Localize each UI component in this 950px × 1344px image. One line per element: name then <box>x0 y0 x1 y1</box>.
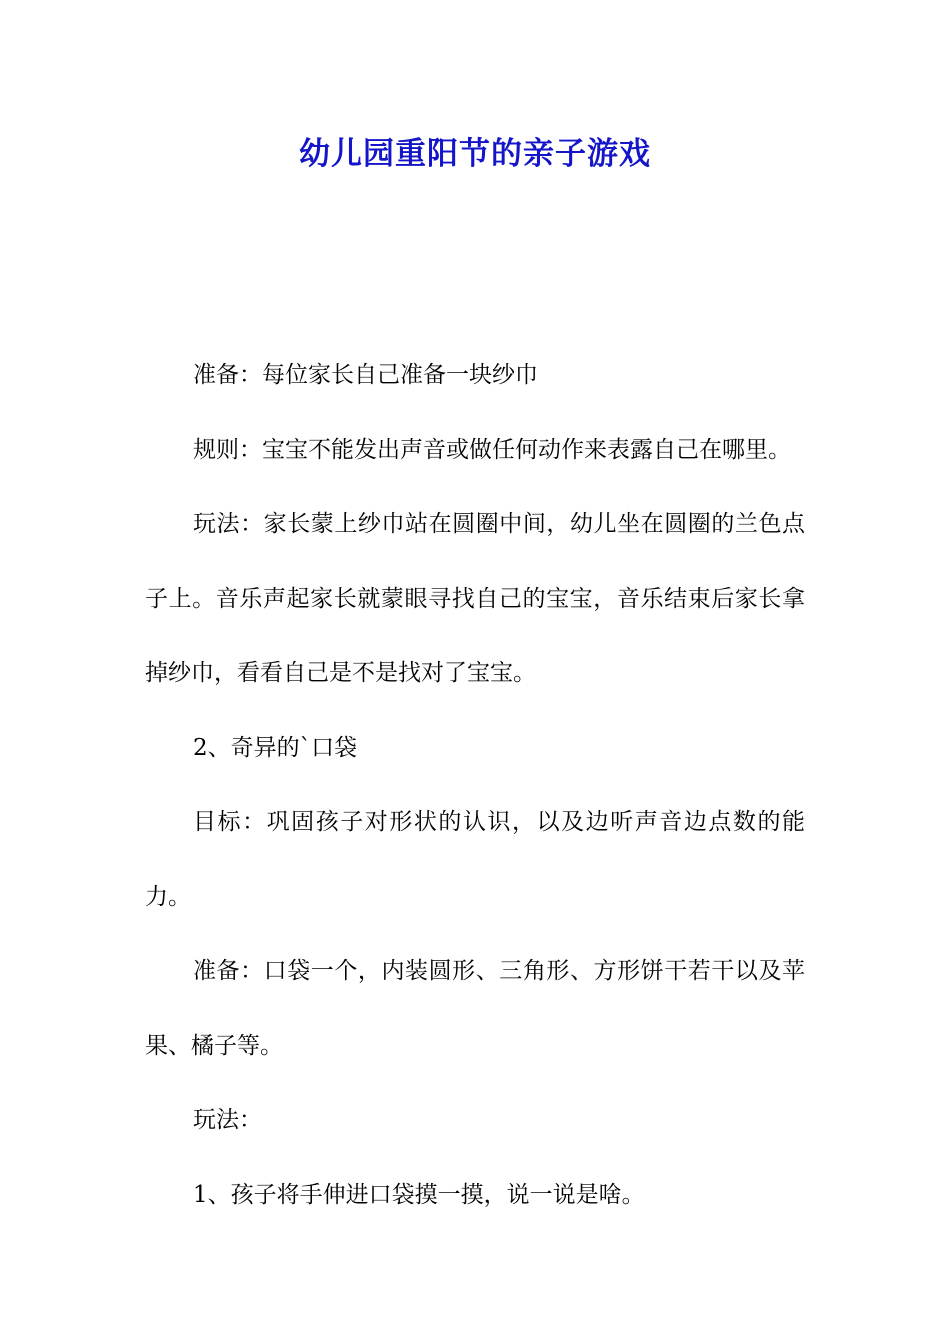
paragraph-preparation-2: 准备：口袋一个，内装圆形、三角形、方形饼干若干以及苹果、橘子等。 <box>145 958 805 1059</box>
paragraph-preparation-1: 准备：每位家长自己准备一块纱巾 <box>193 362 538 388</box>
paragraph-step-1: 1、孩子将手伸进口袋摸一摸，说一说是啥。 <box>193 1181 645 1208</box>
paragraph-gameplay-2: 玩法： <box>193 1107 262 1133</box>
paragraph-goal: 目标：巩固孩子对形状的认识，以及边听声音边点数的能力。 <box>145 809 805 910</box>
document-body <box>145 338 805 1232</box>
paragraph-section-heading: 2、奇异的`口袋 <box>193 734 358 761</box>
paragraph-rules: 规则：宝宝不能发出声音或做任何动作来表露自己在哪里。 <box>193 436 791 463</box>
document-title: 幼儿园重阳节的亲子游戏 <box>299 136 651 172</box>
paragraph-gameplay-1: 玩法：家长蒙上纱巾站在圆圈中间，幼儿坐在圆圈的兰色点子上。音乐声起家长就蒙眼寻找自己的宝宝，音乐结束后家长拿掉纱巾，看看自己是不是找对了宝宝。 <box>145 511 805 686</box>
